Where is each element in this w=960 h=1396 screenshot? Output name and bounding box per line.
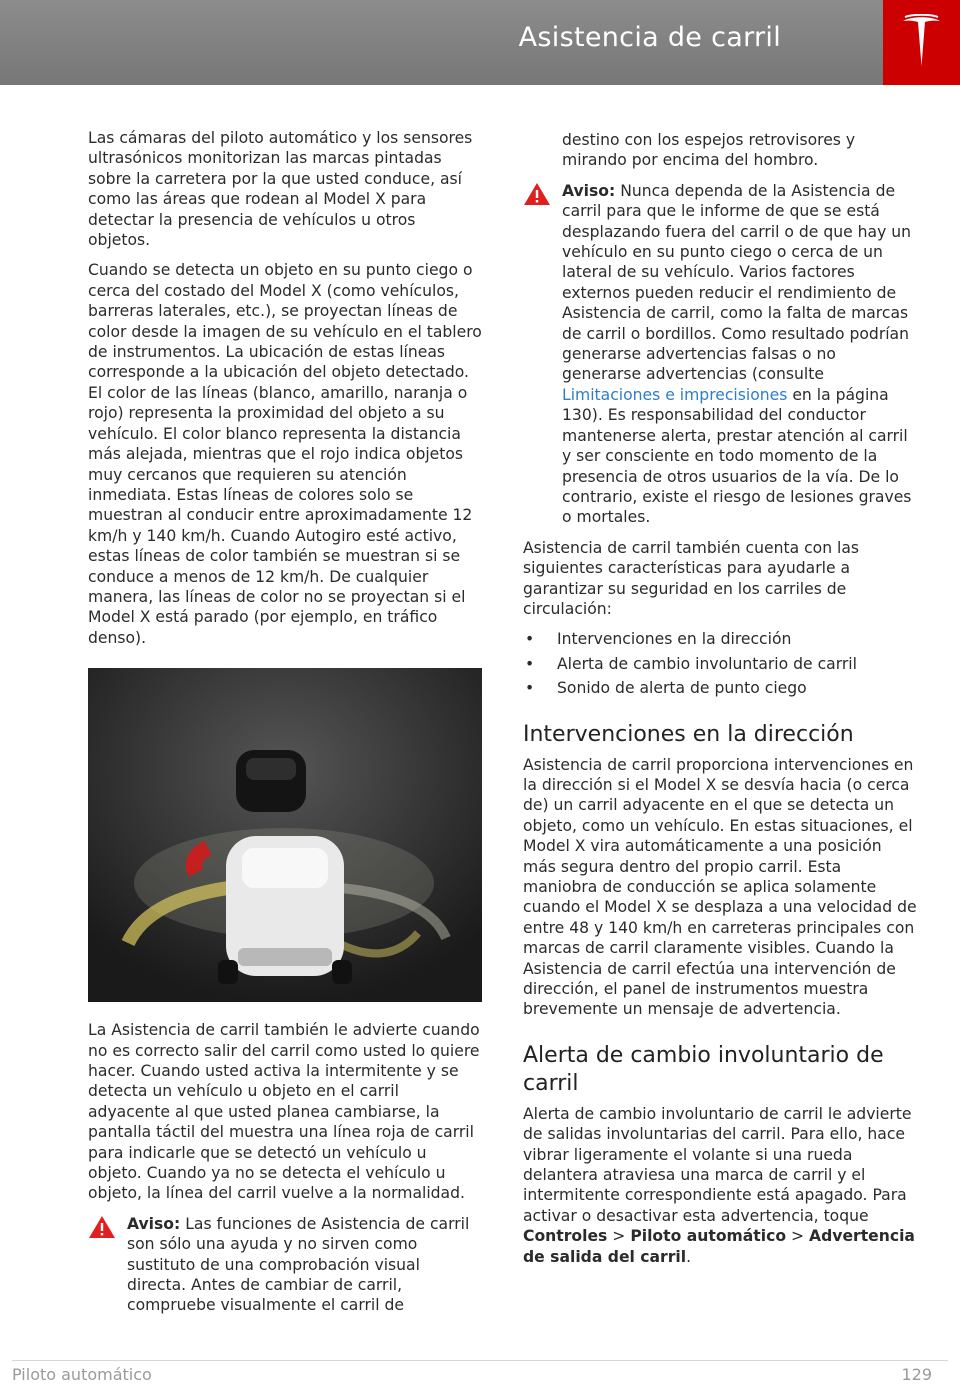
warning-triangle-icon <box>523 182 551 206</box>
menu-separator: > <box>607 1227 631 1246</box>
intro-paragraph: Las cámaras del piloto automático y los sensores ultrasónicos monitorizan las marcas pintadas sobre la carretera por la que usted conduce, así como las áreas que rodean al Model X para detectar la presencia de vehículos u otros objetos. <box>88 129 473 250</box>
departure-heading: Alerta de cambio involuntario de carril <box>523 1042 884 1096</box>
brand-logo <box>883 0 960 85</box>
warning-continuation: destino con los espejos retrovisores y mirando por encima del hombro. <box>562 131 856 170</box>
steering-heading: Intervenciones en la dirección <box>523 721 854 747</box>
page-header <box>0 0 883 85</box>
limitations-link[interactable]: Limitaciones e imprecisiones <box>562 385 788 404</box>
warning-note-2 <box>523 181 919 528</box>
departure-paragraph <box>523 1104 919 1267</box>
list-item: • Sonido de alerta de punto ciego <box>523 678 919 698</box>
features-paragraph: Asistencia de carril también cuenta con las siguientes características para ayudarle a garantizar su seguridad en los carriles de circulación: <box>523 538 860 618</box>
page-number: 129 <box>901 1365 932 1384</box>
page-title: Asistencia de carril <box>518 22 781 53</box>
steering-paragraph: Asistencia de carril proporciona intervenciones en la dirección si el Model X se desvía hacia (o cerca de) un carril adyacente en el que se detecta un objeto, como un vehículo. En estas situaciones, el Model X vira automáticamente a una posición más segura dentro del propio carril. Esta maniobra de conducción se aplica solamente cuando el Model X se desplaza a una velocidad de entre 48 y 140 km/h en carreteras principales con marcas de carril claramente visibles. Cuando la Asistencia de carril efectúa una intervención de dirección, el panel de instrumentos muestra brevemente un mensaje de advertencia. <box>523 755 917 1019</box>
menu-separator: > <box>786 1227 810 1246</box>
right-column <box>523 130 919 1277</box>
rear-vehicle <box>236 750 306 812</box>
page-footer <box>12 1360 948 1384</box>
warning-triangle-icon <box>88 1215 116 1239</box>
departure-end: . <box>686 1247 692 1266</box>
lane-assist-illustration <box>88 668 482 1002</box>
warning-text-b: en la página 130). Es responsabilidad del conductor mantenerse alerta, prestar atención al carril y ser consciente en todo momento de la presencia de otros usuarios de la vía. De lo contrario, existe el riesgo de lesiones graves o mortales. <box>562 385 912 527</box>
model-x-vehicle <box>218 836 352 984</box>
warning-text-a: Nunca dependa de la Asistencia de carril para que le informe de que se está desplazando fuera del carril o de que hay un vehículo en su punto ciego o cerca de un lateral de su vehículo. Varios factores externos pueden reducir el rendimiento de Asistencia de carril, como la falta de marcas de carril o bordillos. Como resultado podrían generarse advertencias falsas o no generarse advertencias (consulte <box>562 181 912 384</box>
color-lines-paragraph: Cuando se detecta un objeto en su punto ciego o cerca del costado del Model X (como vehículos, barreras laterales, etc.), se proyectan líneas de color desde la imagen de su vehículo en el tablero de instrumentos. La ubicación de estas líneas corresponde a la ubicación del objeto detectado. El color de las líneas (blanco, amarillo, naranja o rojo) representa la proximidad del objeto a su vehículo. El color blanco representa la distancia más alejada, mientras que el rojo indica objetos muy cercanos que requieren su atención inmediata. Estas líneas de colores solo se muestran al conducir entre aproximadamente 12 km/h y 140 km/h. Cuando Autogiro esté activo, estas líneas de color también se muestran si se conduce a menos de 12 km/h. De cualquier manera, las líneas de color no se proyectan si el Model X está parado (por ejemplo, en tráfico denso). <box>88 261 482 647</box>
list-item: • Alerta de cambio involuntario de carril <box>523 654 919 674</box>
warning-text: Las funciones de Asistencia de carril son sólo una ayuda y no sirven como sustituto de una comprobación visual directa. Antes de cambiar de carril, compruebe visualmente el carril de <box>127 1214 470 1315</box>
lane-change-paragraph: La Asistencia de carril también le advierte cuando no es correcto salir del carril como usted lo quiere hacer. Cuando usted activa la intermitente y se detecta un vehículo u objeto en el carril adyacente al que usted planea cambiarse, la pantalla táctil del muestra una línea roja de carril para indicarle que se detectó un vehículo u objeto. Cuando ya no se detecta el vehículo u objeto, la línea del carril vuelve a la normalidad. <box>88 1021 480 1203</box>
list-item: • Intervenciones en la dirección <box>523 629 919 649</box>
warning-label: Aviso: <box>127 1214 181 1233</box>
footer-section: Piloto automático <box>12 1365 152 1384</box>
menu-controls: Controles <box>523 1227 608 1246</box>
warning-note-1 <box>88 1214 482 1316</box>
departure-text: Alerta de cambio involuntario de carril le advierte de salidas involuntarias del carril. Para ello, hace vibrar ligeramente el volante si una rueda delantera atraviesa una marca de carril y el intermitente correspondiente está apagado. Para activar o desactivar esta advertencia, toque <box>523 1104 912 1225</box>
left-column <box>88 128 482 1326</box>
features-list <box>523 629 919 698</box>
menu-autopilot: Piloto automático <box>630 1227 787 1246</box>
tesla-logo-icon <box>901 14 942 70</box>
menu-lane-departure: Advertencia de salida del carril <box>523 1227 915 1266</box>
warning-label: Aviso: <box>562 181 616 200</box>
